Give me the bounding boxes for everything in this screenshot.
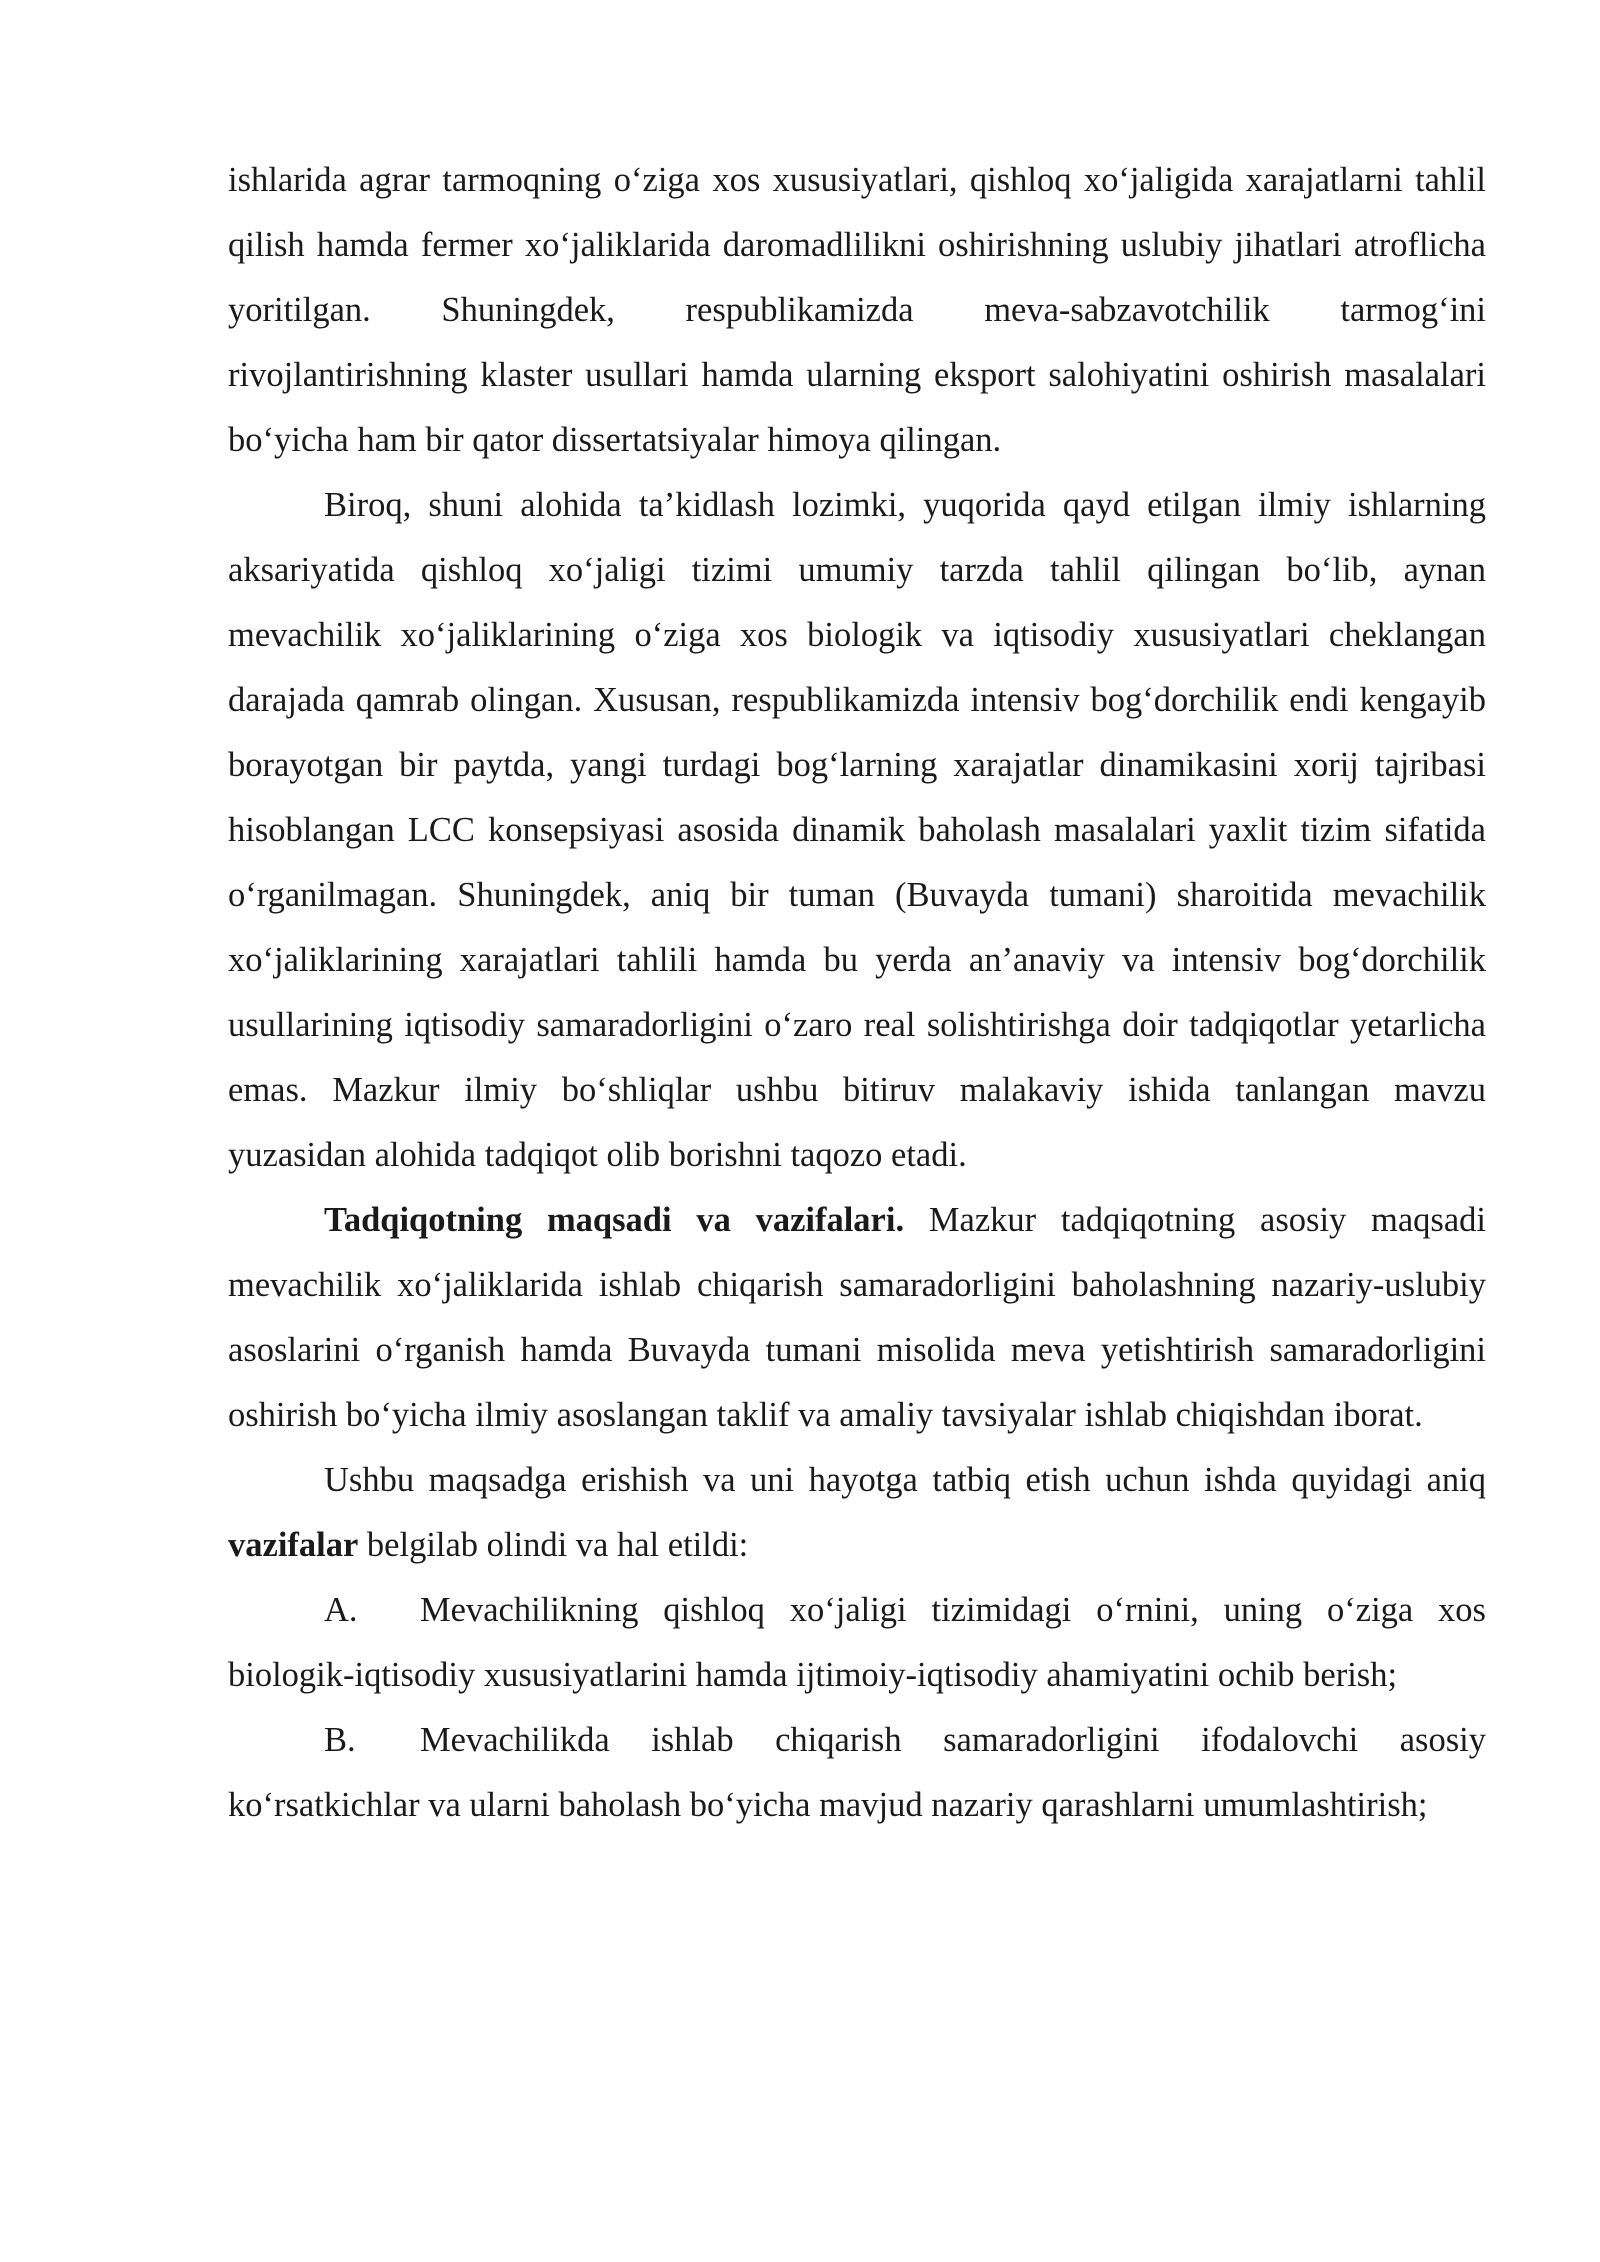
paragraph-research-gap: Biroq, shuni alohida ta’kidlash lozimki, yuqorida qayd etilgan ilmiy ishlarning aksariyatida qishloq xo‘jaligi tizimi umumiy tarzda tahlil qilingan bo‘lib, aynan mevachilik xo‘jaliklarining o‘ziga xos biologik va iqtisodiy xususiyatlari cheklangan darajada qamrab olingan. Xususan, respublikamizda intensiv bog‘dorchilik endi kengayib borayotgan bir paytda, yangi turdagi bog‘larning xarajatlar dinamikasini xorij tajribasi hisoblangan LCC konsepsiyasi asosida dinamik baholash masalalari yaxlit tizim sifatida o‘rganilmagan. Shuningdek, aniq bir tuman (Buvayda tumani) sharoitida mevachilik xo‘jaliklarining xarajatlari tahlili hamda bu yerda an’anaviy va intensiv bog‘dorchilik usullarining iqtisodiy samaradorligini o‘zaro real solishtirishga doir tadqiqotlar yetarlicha emas. Mazkur ilmiy bo‘shliqlar ushbu bitiruv malakaviy ishida tanlangan mavzu yuzasidan alohida tadqiqot olib borishni taqozo etadi. — [228, 486, 1486, 1174]
research-goal-heading: Tadqiqotning maqsadi va vazifalari. — [324, 1201, 905, 1239]
document-body — [228, 148, 1486, 1838]
paragraph-research-goal — [228, 1188, 1486, 1448]
paragraph-tasks-intro — [228, 1448, 1486, 1578]
task-text: Mevachilikning qishloq xo‘jaligi tizimidagi o‘rnini, uning o‘ziga xos biologik-iqtisodiy xususiyatlarini hamda ijtimoiy-iqtisodiy ahamiyatini ochib berish; — [228, 1591, 1486, 1694]
research-goal-text: Mazkur tadqiqotning asosiy maqsadi mevachilik xo‘jaliklarida ishlab chiqarish samaradorligini baholashning nazariy-uslubiy asoslarini o‘rganish hamda Buvayda tumani misolida meva yetishtirish samaradorligini oshirish bo‘yicha ilmiy asoslangan taklif va amaliy tavsiyalar ishlab chiqishdan iborat. — [228, 1201, 1487, 1434]
paragraph-literature-review: ishlarida agrar tarmoqning o‘ziga xos xususiyatlari, qishloq xo‘jaligida xarajatlarni tahlil qilish hamda fermer xo‘jaliklarida daromadlilikni oshirishning uslubiy jihatlari atroflicha yoritilgan. Shuningdek, respublikamizda meva-sabzavotchilik tarmog‘ini rivojlantirishning klaster usullari hamda ularning eksport salohiyatini oshirish masalalari bo‘yicha ham bir qator dissertatsiyalar himoya qilingan. — [228, 161, 1486, 459]
tasks-intro-end: belgilab olindi va hal etildi: — [358, 1526, 749, 1564]
task-item-b — [228, 1708, 1486, 1838]
task-marker: A. — [324, 1591, 358, 1629]
task-item-a — [228, 1578, 1486, 1708]
tasks-keyword: vazifalar — [228, 1526, 359, 1564]
task-marker: B. — [324, 1721, 356, 1759]
tasks-intro-text: Ushbu maqsadga erishish va uni hayotga tatbiq etish uchun ishda quyidagi aniq — [324, 1461, 1486, 1499]
task-text: Mevachilikda ishlab chiqarish samaradorligini ifodalovchi asosiy ko‘rsatkichlar va ularni baholash bo‘yicha mavjud nazariy qarashlarni umumlashtirish; — [228, 1721, 1486, 1824]
